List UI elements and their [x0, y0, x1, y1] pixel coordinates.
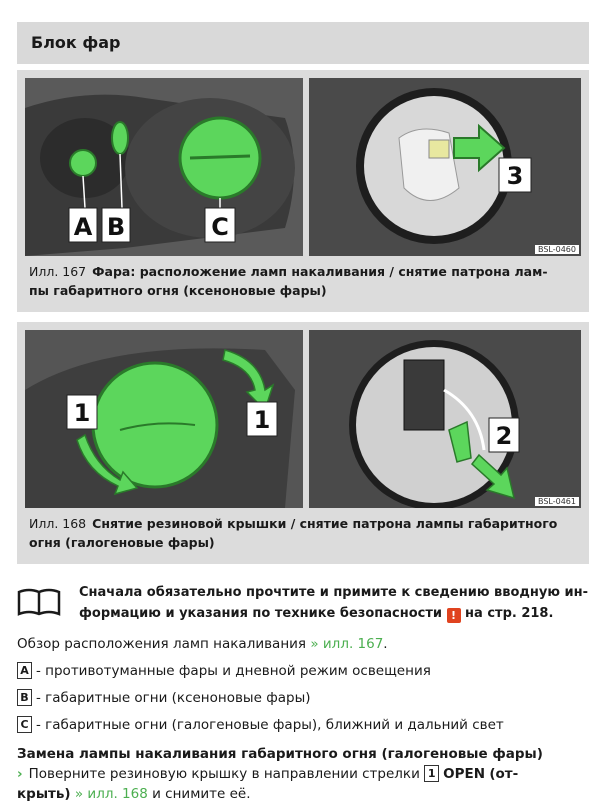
legend-item-b: B - габаритные огни (ксеноновые фары): [17, 688, 589, 708]
overview-line: Обзор расположения ламп накаливания » илл. 167.: [17, 636, 388, 652]
link-ill-168[interactable]: » илл. 168: [74, 786, 148, 802]
label-2: 2: [495, 422, 513, 450]
legend-item-a: A - противотуманные фары и дневной режим освещения: [17, 661, 589, 681]
book-icon: [17, 588, 61, 616]
figure-caption: Илл. 167 Фара: расположение ламп накаливания / снятие патрона лам- пы габаритного огня (ксеноновые фары): [29, 264, 548, 298]
label-1-right: 1: [253, 406, 271, 434]
figure-167: [17, 70, 589, 312]
label-3: 3: [506, 162, 524, 190]
label-1-left: 1: [73, 399, 91, 427]
section-title: Блок фар: [17, 22, 589, 64]
label-b: B: [106, 213, 126, 241]
figure-168: [17, 322, 589, 564]
headlight-photo-right: [309, 78, 581, 256]
warning-icon: !: [447, 608, 461, 623]
bulb-photo-right: [309, 330, 581, 508]
label-c: C: [211, 213, 229, 241]
replacement-step: › Поверните резиновую крышку в направлении стрелки 1 OPEN (от- крыть) » илл. 168 и снимите её.: [17, 766, 519, 802]
headlight-photo-left: [25, 78, 303, 256]
figure-caption: Илл. 168 Снятие резиновой крышки / снятие патрона лампы габаритного огня (галогеновые фары): [29, 516, 558, 550]
figure-code: BSL-0461: [535, 497, 579, 506]
cap-photo-left: [25, 330, 303, 508]
safety-notice: Сначала обязательно прочтите и примите к сведению вводную ин- формацию и указания по технике безопасности ! на стр. 218.: [17, 582, 589, 624]
legend-item-c: C - габаритные огни (галогеновые фары), ближний и дальний свет: [17, 715, 589, 735]
link-ill-167[interactable]: » илл. 167: [310, 636, 384, 652]
figure-code: BSL-0460: [535, 245, 579, 254]
label-a: A: [73, 213, 93, 241]
replacement-heading: Замена лампы накаливания габаритного огня (галогеновые фары): [17, 746, 543, 762]
